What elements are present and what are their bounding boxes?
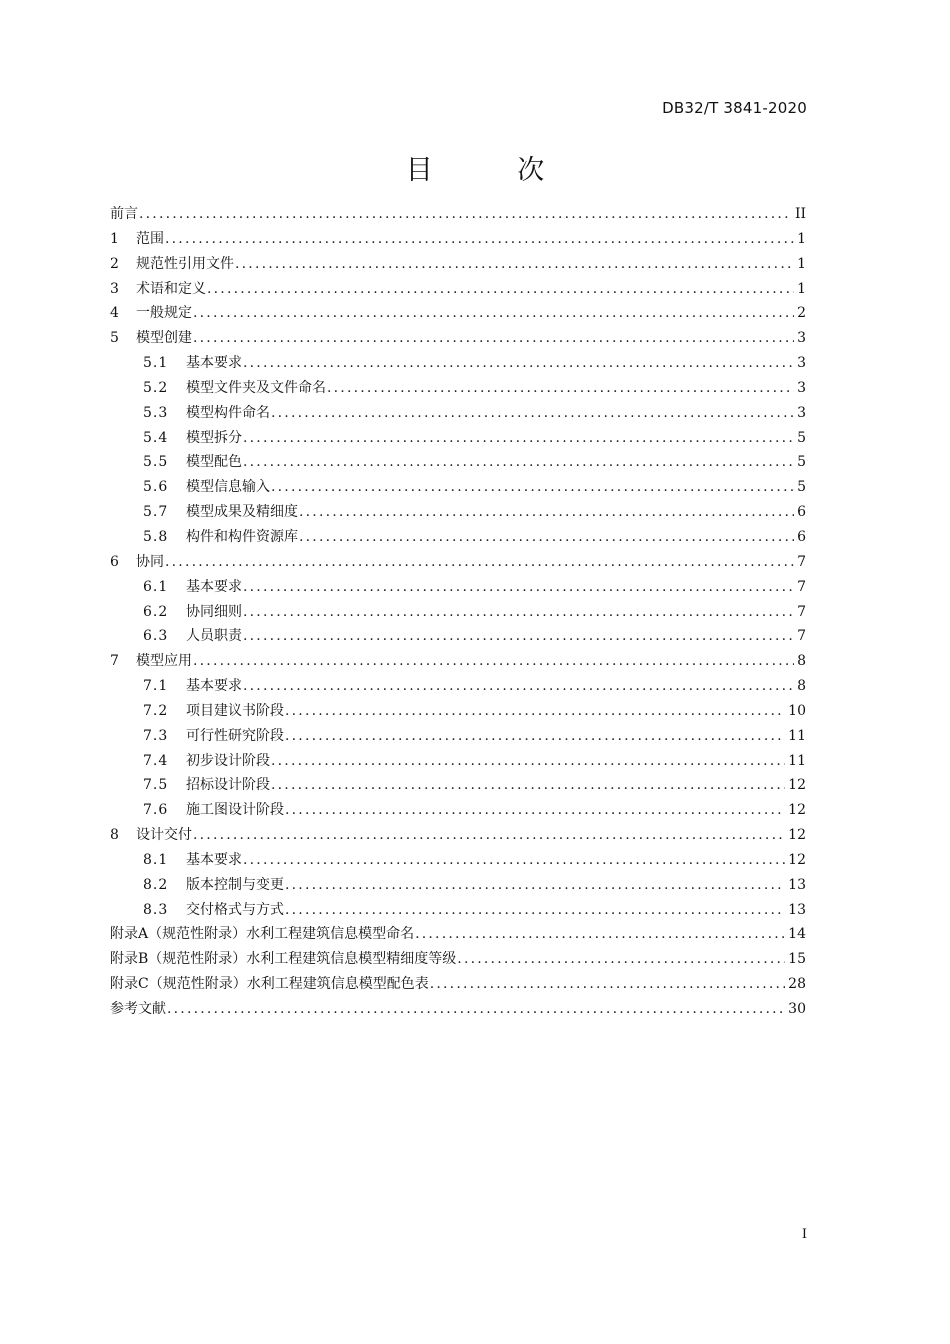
dot-leader bbox=[327, 376, 794, 401]
toc-entry-label: 模型应用 bbox=[136, 653, 192, 670]
dot-leader bbox=[285, 898, 785, 923]
dot-leader bbox=[415, 922, 785, 947]
toc-entry-page: 12 bbox=[788, 802, 806, 819]
dot-leader bbox=[235, 252, 794, 277]
toc-entry-label: 模型构件命名 bbox=[186, 404, 270, 421]
toc-entry-page: 7 bbox=[797, 603, 806, 620]
toc-entry-number: 5.8 bbox=[143, 528, 169, 545]
dot-leader bbox=[243, 575, 794, 600]
toc-entry-page: 15 bbox=[788, 951, 806, 968]
toc-entry[interactable] bbox=[110, 823, 806, 848]
toc-entry-page: 7 bbox=[797, 553, 806, 570]
toc-entry[interactable] bbox=[110, 674, 806, 699]
toc-entry-label: 一般规定 bbox=[136, 305, 192, 322]
dot-leader bbox=[285, 699, 785, 724]
toc-entry[interactable] bbox=[110, 773, 806, 798]
toc-entry-number: 5.1 bbox=[143, 355, 169, 372]
toc-entry-label: 规范性引用文件 bbox=[136, 255, 234, 272]
dot-leader bbox=[193, 301, 794, 326]
toc-entry-label: 版本控制与变更 bbox=[186, 876, 284, 893]
toc-entry-number: 1 bbox=[110, 230, 119, 247]
toc-entry-page: II bbox=[794, 206, 806, 222]
toc-entry[interactable] bbox=[110, 252, 806, 277]
toc-entry[interactable] bbox=[110, 624, 806, 649]
dot-leader bbox=[271, 475, 794, 500]
toc-entry-page: 6 bbox=[797, 504, 806, 521]
toc-entry-label: 设计交付 bbox=[136, 827, 192, 844]
toc-entry-label: 项目建议书阶段 bbox=[186, 702, 284, 719]
toc-entry-page: 1 bbox=[797, 255, 806, 272]
toc-entry-page: 13 bbox=[788, 876, 806, 893]
toc-entry-number: 6 bbox=[110, 553, 119, 570]
toc-entry[interactable] bbox=[110, 475, 806, 500]
dot-leader bbox=[243, 674, 794, 699]
dot-leader bbox=[285, 873, 785, 898]
dot-leader bbox=[285, 798, 785, 823]
toc-entry-page: 13 bbox=[788, 901, 806, 918]
toc-entry-page: 11 bbox=[788, 752, 806, 769]
toc-entry-number: 6.2 bbox=[143, 603, 169, 620]
toc-entry[interactable] bbox=[110, 699, 806, 724]
toc-entry-number: 7.3 bbox=[143, 727, 169, 744]
toc-entry-label: 参考文献 bbox=[110, 1001, 166, 1017]
toc-entry-page: 3 bbox=[797, 330, 806, 347]
toc-entry-label: 施工图设计阶段 bbox=[186, 802, 284, 819]
dot-leader bbox=[193, 649, 794, 674]
toc-entry-number: 4 bbox=[110, 305, 119, 322]
toc-entry-page: 30 bbox=[788, 1001, 806, 1017]
toc-entry[interactable] bbox=[110, 376, 806, 401]
toc-entry-number: 5.4 bbox=[143, 429, 169, 446]
toc-entry-label: 前言 bbox=[110, 206, 138, 222]
toc-entry-label: 术语和定义 bbox=[136, 280, 206, 297]
dot-leader bbox=[430, 972, 785, 997]
dot-leader bbox=[139, 202, 792, 227]
toc-entry-label: 模型创建 bbox=[136, 330, 192, 347]
toc-entry-page: 12 bbox=[788, 827, 806, 844]
toc-entry[interactable] bbox=[110, 202, 806, 227]
toc-entry-number: 5.5 bbox=[143, 454, 169, 471]
toc-entry-number: 3 bbox=[110, 280, 119, 297]
toc-entry-page: 10 bbox=[788, 702, 806, 719]
toc-entry-label: 范围 bbox=[136, 230, 164, 247]
toc-entry-label: 基本要求 bbox=[186, 578, 242, 595]
toc-entry[interactable] bbox=[110, 749, 806, 774]
dot-leader bbox=[243, 624, 794, 649]
toc-entry[interactable] bbox=[110, 575, 806, 600]
toc-entry[interactable] bbox=[110, 426, 806, 451]
toc-entry[interactable] bbox=[110, 649, 806, 674]
toc-entry-label: 基本要求 bbox=[186, 678, 242, 695]
toc-entry-number: 6.1 bbox=[143, 578, 169, 595]
toc-entry-label: 协同细则 bbox=[186, 603, 242, 620]
toc-entry[interactable] bbox=[110, 997, 806, 1022]
toc-entry[interactable] bbox=[110, 947, 806, 972]
toc-entry[interactable] bbox=[110, 550, 806, 575]
toc-entry-page: 14 bbox=[788, 926, 806, 943]
toc-entry[interactable] bbox=[110, 898, 806, 923]
toc-entry-page: 5 bbox=[797, 454, 806, 471]
toc-entry[interactable] bbox=[110, 277, 806, 302]
toc-entry-number: 5.2 bbox=[143, 379, 169, 396]
toc-entry-page: 3 bbox=[797, 355, 806, 372]
toc-entry[interactable] bbox=[110, 724, 806, 749]
toc-entry-label: 构件和构件资源库 bbox=[186, 528, 298, 545]
footer-page-number: I bbox=[801, 1227, 807, 1242]
dot-leader bbox=[243, 450, 794, 475]
toc-entry-page: 28 bbox=[788, 976, 806, 993]
dot-leader bbox=[243, 848, 785, 873]
toc-entry-number: 7.1 bbox=[143, 678, 169, 695]
toc-entry-page: 8 bbox=[797, 653, 806, 670]
toc-entry-label: 基本要求 bbox=[186, 851, 242, 868]
dot-leader bbox=[193, 326, 794, 351]
toc-entry[interactable] bbox=[110, 227, 806, 252]
toc-entry-number: 8.2 bbox=[143, 876, 169, 893]
dot-leader bbox=[457, 947, 785, 972]
toc-entry-number: 8 bbox=[110, 827, 119, 844]
toc-entry-label: 模型拆分 bbox=[186, 429, 242, 446]
dot-leader bbox=[193, 823, 785, 848]
toc-entry-number: 2 bbox=[110, 255, 119, 272]
toc-entry-label: 基本要求 bbox=[186, 355, 242, 372]
toc-entry-page: 1 bbox=[797, 280, 806, 297]
toc-entry-page: 11 bbox=[788, 727, 806, 744]
dot-leader bbox=[299, 500, 794, 525]
toc-entry-page: 8 bbox=[797, 678, 806, 695]
toc-entry-label: 模型配色 bbox=[186, 454, 242, 471]
toc-entry-page: 1 bbox=[797, 230, 806, 247]
table-of-contents bbox=[110, 202, 806, 1022]
dot-leader bbox=[243, 600, 794, 625]
dot-leader bbox=[271, 401, 794, 426]
dot-leader bbox=[285, 724, 785, 749]
dot-leader bbox=[271, 749, 785, 774]
toc-entry-number: 7.2 bbox=[143, 702, 169, 719]
dot-leader bbox=[271, 773, 785, 798]
toc-entry-number: 7.6 bbox=[143, 802, 169, 819]
toc-entry-number: 5.7 bbox=[143, 504, 169, 521]
toc-entry-label: 招标设计阶段 bbox=[186, 777, 270, 794]
toc-entry[interactable] bbox=[110, 873, 806, 898]
toc-entry-number: 6.3 bbox=[143, 628, 169, 645]
toc-entry[interactable] bbox=[110, 798, 806, 823]
toc-entry-label: 初步设计阶段 bbox=[186, 752, 270, 769]
toc-entry[interactable] bbox=[110, 351, 806, 376]
dot-leader bbox=[243, 351, 794, 376]
toc-entry-page: 5 bbox=[797, 479, 806, 496]
document-code: DB32/T 3841-2020 bbox=[662, 99, 807, 117]
toc-entry-label: 可行性研究阶段 bbox=[186, 727, 284, 744]
toc-entry-number: 5 bbox=[110, 330, 119, 347]
toc-title: 目 次 bbox=[405, 155, 583, 186]
toc-entry[interactable] bbox=[110, 972, 806, 997]
toc-entry-page: 3 bbox=[797, 379, 806, 396]
toc-entry-label: 人员职责 bbox=[186, 628, 242, 645]
toc-entry-page: 7 bbox=[797, 578, 806, 595]
toc-entry-number: 7 bbox=[110, 653, 119, 670]
toc-entry-page: 5 bbox=[797, 429, 806, 446]
toc-entry[interactable] bbox=[110, 326, 806, 351]
toc-entry-number: 8.1 bbox=[143, 851, 169, 868]
toc-entry-page: 12 bbox=[788, 777, 806, 794]
toc-entry[interactable] bbox=[110, 301, 806, 326]
dot-leader bbox=[243, 426, 794, 451]
toc-entry[interactable] bbox=[110, 922, 806, 947]
toc-entry-label: 交付格式与方式 bbox=[186, 901, 284, 918]
toc-entry-page: 6 bbox=[797, 528, 806, 545]
toc-entry-label: 附录A（规范性附录）水利工程建筑信息模型命名 bbox=[110, 926, 415, 943]
toc-entry-page: 7 bbox=[797, 628, 806, 645]
toc-entry-label: 模型成果及精细度 bbox=[186, 504, 298, 521]
toc-entry[interactable] bbox=[110, 500, 806, 525]
toc-entry-number: 8.3 bbox=[143, 901, 169, 918]
toc-entry-label: 模型文件夹及文件命名 bbox=[186, 379, 326, 396]
toc-entry[interactable] bbox=[110, 450, 806, 475]
dot-leader bbox=[167, 997, 785, 1022]
toc-entry-label: 附录B（规范性附录）水利工程建筑信息模型精细度等级 bbox=[110, 951, 457, 968]
toc-entry-number: 5.6 bbox=[143, 479, 169, 496]
toc-entry[interactable] bbox=[110, 525, 806, 550]
toc-entry-page: 2 bbox=[797, 305, 806, 322]
toc-entry-label: 协同 bbox=[136, 553, 164, 570]
toc-entry-page: 12 bbox=[788, 851, 806, 868]
toc-entry-number: 5.3 bbox=[143, 404, 169, 421]
toc-entry[interactable] bbox=[110, 600, 806, 625]
toc-entry-label: 附录C（规范性附录）水利工程建筑信息模型配色表 bbox=[110, 976, 429, 993]
toc-entry-number: 7.5 bbox=[143, 777, 169, 794]
toc-entry-number: 7.4 bbox=[143, 752, 169, 769]
toc-entry-page: 3 bbox=[797, 404, 806, 421]
dot-leader bbox=[165, 550, 794, 575]
toc-entry[interactable] bbox=[110, 401, 806, 426]
dot-leader bbox=[207, 277, 794, 302]
toc-entry[interactable] bbox=[110, 848, 806, 873]
dot-leader bbox=[299, 525, 794, 550]
dot-leader bbox=[165, 227, 794, 252]
toc-entry-label: 模型信息输入 bbox=[186, 479, 270, 496]
